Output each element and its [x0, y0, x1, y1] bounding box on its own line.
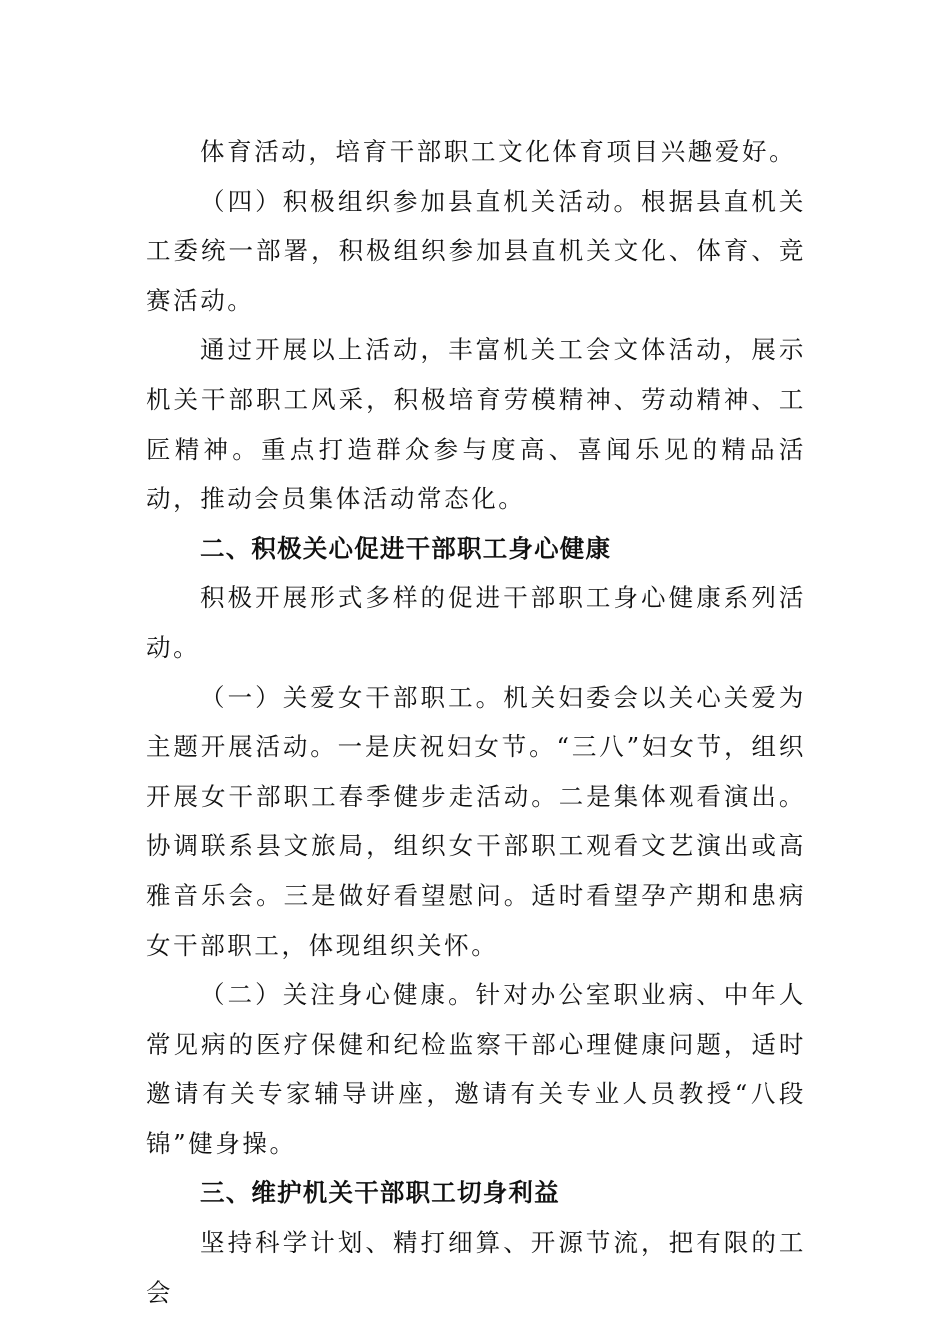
section-heading-two: 二、积极关心促进干部职工身心健康 [200, 533, 612, 563]
document-body [146, 127, 806, 1317]
paragraph-section-two-intro: 积极开展形式多样的促进干部职工身心健康系列活动。 [146, 583, 806, 662]
paragraph-item-two: （二）关注身心健康。针对办公室职业病、中年人常见病的医疗保健和纪检监察干部心理健康问题，适时邀请有关专家辅导讲座，邀请有关专业人员教授“八段锦”健身操。 [146, 980, 806, 1158]
section-heading-three: 三、维护机关干部职工切身利益 [200, 1178, 560, 1208]
paragraph-item-four: （四）积极组织参加县直机关活动。根据县直机关工委统一部署，积极组织参加县直机关文化、体育、竞赛活动。 [146, 186, 806, 315]
paragraph-summary: 通过开展以上活动，丰富机关工会文体活动，展示机关干部职工风采，积极培育劳模精神、劳动精神、工匠精神。重点打造群众参与度高、喜闻乐见的精品活动，推动会员集体活动常态化。 [146, 335, 806, 514]
paragraph-continuation: 体育活动，培育干部职工文化体育项目兴趣爱好。 [200, 137, 797, 166]
paragraph-item-one: （一）关爱女干部职工。机关妇委会以关心关爱为主题开展活动。一是庆祝妇女节。“三八”妇女节，组织开展女干部职工春季健步走活动。二是集体观看演出。协调联系县文旅局，组织女干部职工观看文艺演出或高雅音乐会。三是做好看望慰问。适时看望孕产期和患病女干部职工，体现组织关怀。 [146, 682, 806, 960]
paragraph-section-three-intro: 坚持科学计划、精打细算、开源节流，把有限的工会 [146, 1228, 806, 1307]
